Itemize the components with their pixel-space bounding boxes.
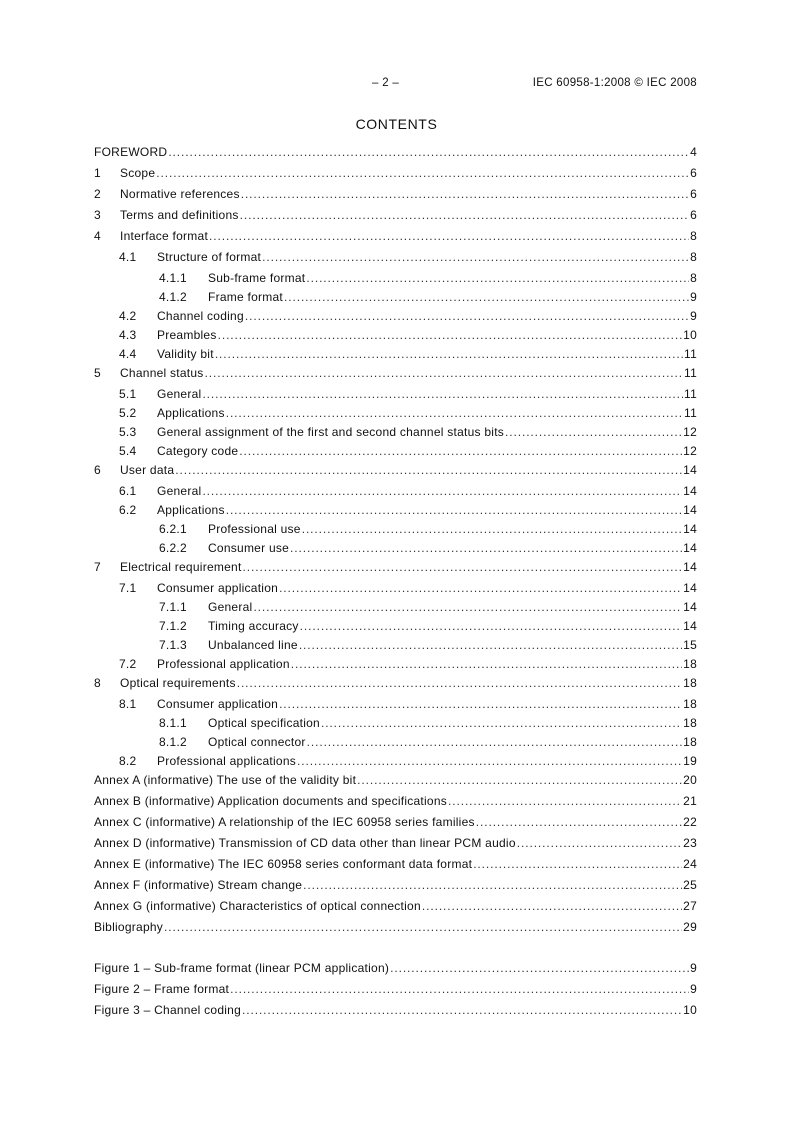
toc-entry-number: 6.2.2: [159, 541, 187, 555]
dot-leader: [242, 1003, 682, 1017]
dot-leader: [202, 484, 682, 498]
toc-entry-number: 4.1.1: [159, 271, 187, 285]
toc-entry-number: 8.1.1: [159, 716, 187, 730]
toc-entry-title: Preambles: [157, 328, 217, 342]
toc-entry-title: Category code: [157, 444, 239, 458]
toc-entry-number: 4: [94, 229, 101, 243]
toc-entry[interactable]: [94, 229, 697, 250]
toc-entry[interactable]: [94, 366, 697, 387]
toc-entry[interactable]: [94, 794, 697, 815]
toc-entry-page: 24: [683, 857, 697, 871]
toc-entry[interactable]: [94, 541, 697, 560]
toc-entry-number: 4.1.2: [159, 290, 187, 304]
dot-leader: [300, 619, 682, 633]
toc-entry-page: 25: [683, 878, 697, 892]
dot-leader: [307, 735, 683, 749]
toc-entry-number: 7.1.1: [159, 600, 187, 614]
toc-entry-page: 14: [683, 619, 697, 633]
section-gap: [94, 941, 697, 961]
toc-entry-page: 10: [683, 328, 697, 342]
toc-entry-title: General: [157, 387, 202, 401]
toc-entry[interactable]: [94, 600, 697, 619]
dot-leader: [164, 920, 682, 934]
toc-entry-number: 3: [94, 208, 101, 222]
toc-entry-page: 15: [683, 638, 697, 652]
dot-leader: [448, 794, 682, 808]
toc-entry[interactable]: [94, 815, 697, 836]
toc-entry-title: Professional application: [157, 657, 290, 671]
dot-leader: [226, 503, 682, 517]
toc-entry[interactable]: [94, 619, 697, 638]
toc-entry[interactable]: [94, 920, 697, 941]
dot-leader: [517, 836, 682, 850]
toc-entry-number: 6.1: [119, 484, 137, 498]
toc-entry-page: 22: [683, 815, 697, 829]
toc-entry-number: 8.1: [119, 697, 137, 711]
toc-entry-title: Annex G (informative) Characteristics of optical connection: [94, 899, 421, 913]
dot-leader: [284, 290, 689, 304]
toc-entry-page: 9: [690, 961, 697, 975]
toc-entry[interactable]: [94, 145, 697, 166]
toc-entry-title: Annex B (informative) Application documents and specifications: [94, 794, 448, 808]
toc-entry-title: Annex D (informative) Transmission of CD data other than linear PCM audio: [94, 836, 516, 850]
toc-entry-page: 11: [684, 387, 697, 401]
toc-entry-number: 6.2: [119, 503, 137, 517]
toc-entry-number: 4.4: [119, 347, 137, 361]
toc-entry[interactable]: [94, 836, 697, 857]
toc-entry-page: 18: [683, 716, 697, 730]
toc-entry-title: Frame format: [208, 290, 284, 304]
toc-entry-number: 5: [94, 366, 101, 380]
toc-entry-title: Figure 3 – Channel coding: [94, 1003, 242, 1017]
toc-entry[interactable]: [94, 387, 697, 406]
dot-leader: [303, 878, 682, 892]
toc-entry[interactable]: [94, 166, 697, 187]
toc-entry-title: Optical requirements: [120, 676, 236, 690]
toc-entry-number: 1: [94, 166, 101, 180]
toc-entry-title: Optical specification: [208, 716, 320, 730]
dot-leader: [168, 145, 689, 159]
table-of-contents: [94, 145, 697, 1024]
dot-leader: [218, 328, 683, 342]
toc-entry[interactable]: [94, 560, 697, 581]
toc-entry-number: 8: [94, 676, 101, 690]
dot-leader: [299, 638, 682, 652]
dot-leader: [473, 857, 682, 871]
toc-entry[interactable]: [94, 208, 697, 229]
toc-entry-number: 7.1: [119, 581, 137, 595]
toc-entry-title: Structure of format: [157, 250, 262, 264]
toc-entry-title: Applications: [157, 503, 225, 517]
toc-entry-page: 6: [690, 187, 697, 201]
dot-leader: [476, 815, 682, 829]
toc-entry-page: 29: [683, 920, 697, 934]
toc-entry-number: 8.1.2: [159, 735, 187, 749]
toc-entry[interactable]: [94, 484, 697, 503]
dot-leader: [240, 208, 689, 222]
toc-entry-number: 5.2: [119, 406, 137, 420]
toc-entry[interactable]: [94, 250, 697, 271]
toc-entry[interactable]: [94, 857, 697, 878]
toc-entry-page: 14: [683, 484, 697, 498]
toc-entry-title: Scope: [120, 166, 156, 180]
toc-entry-title: Applications: [157, 406, 225, 420]
toc-entry-title: General assignment of the first and second channel status bits: [157, 425, 505, 439]
toc-entry-number: 4.3: [119, 328, 137, 342]
toc-entry-number: 4.1: [119, 250, 137, 264]
figure-list-entry[interactable]: [94, 961, 697, 982]
toc-entry-number: 8.2: [119, 754, 137, 768]
toc-entry-title: Sub-frame format: [208, 271, 306, 285]
toc-entry[interactable]: [94, 878, 697, 899]
dot-leader: [230, 982, 689, 996]
toc-entry-page: 14: [683, 522, 697, 536]
page-number: – 2 –: [372, 77, 400, 89]
dot-leader: [357, 773, 682, 787]
toc-entry-title: Unbalanced line: [208, 638, 298, 652]
toc-entry-title: Professional use: [208, 522, 301, 536]
toc-entry-page: 6: [690, 166, 697, 180]
toc-entry-page: 6: [690, 208, 697, 222]
toc-entry-page: 9: [690, 290, 697, 304]
toc-entry[interactable]: [94, 899, 697, 920]
toc-entry[interactable]: [94, 503, 697, 522]
toc-entry[interactable]: [94, 328, 697, 347]
toc-entry-number: 5.1: [119, 387, 137, 401]
toc-entry-page: 14: [683, 581, 697, 595]
toc-entry-title: Bibliography: [94, 920, 164, 934]
toc-entry[interactable]: [94, 406, 697, 425]
toc-entry-page: 12: [683, 425, 697, 439]
toc-entry-page: 27: [683, 899, 697, 913]
toc-entry-page: 21: [683, 794, 697, 808]
toc-entry-title: Annex A (informative) The use of the validity bit: [94, 773, 357, 787]
dot-leader: [245, 309, 689, 323]
toc-entry[interactable]: [94, 754, 697, 773]
dot-leader: [290, 541, 682, 555]
toc-entry-number: 7: [94, 560, 101, 574]
dot-leader: [262, 250, 689, 264]
toc-entry-title: Optical connector: [208, 735, 306, 749]
toc-entry-page: 4: [690, 145, 697, 159]
dot-leader: [291, 657, 682, 671]
dot-leader: [306, 271, 689, 285]
toc-entry[interactable]: [94, 309, 697, 328]
toc-entry-title: Terms and definitions: [120, 208, 239, 222]
toc-entry-number: 7.1.3: [159, 638, 187, 652]
toc-entry-number: 5.3: [119, 425, 137, 439]
toc-entry-title: Consumer application: [157, 697, 279, 711]
toc-entry-page: 18: [683, 735, 697, 749]
toc-entry-title: Annex F (informative) Stream change: [94, 878, 303, 892]
toc-entry-page: 14: [683, 463, 697, 477]
toc-entry-page: 8: [690, 229, 697, 243]
toc-entry[interactable]: [94, 187, 697, 208]
toc-entry-page: 18: [683, 697, 697, 711]
toc-entry[interactable]: [94, 716, 697, 735]
toc-entry-title: Electrical requirement: [120, 560, 242, 574]
toc-entry[interactable]: [94, 425, 697, 444]
toc-entry-title: General: [208, 600, 253, 614]
dot-leader: [321, 716, 682, 730]
dot-leader: [279, 581, 682, 595]
toc-entry-page: 11: [684, 347, 697, 361]
toc-entry-page: 8: [690, 250, 697, 264]
dot-leader: [505, 425, 682, 439]
toc-entry-number: 7.2: [119, 657, 137, 671]
dot-leader: [215, 347, 683, 361]
toc-entry-title: Normative references: [120, 187, 240, 201]
toc-entry-title: FOREWORD: [94, 145, 168, 159]
figure-list-entry[interactable]: [94, 982, 697, 1003]
toc-entry[interactable]: [94, 638, 697, 657]
toc-entry-title: General: [157, 484, 202, 498]
toc-entry-page: 23: [683, 836, 697, 850]
dot-leader: [226, 406, 683, 420]
toc-entry-title: Figure 1 – Sub-frame format (linear PCM application): [94, 961, 390, 975]
toc-entry[interactable]: [94, 271, 697, 290]
figure-list-entry[interactable]: [94, 1003, 697, 1024]
toc-entry-page: 9: [690, 309, 697, 323]
toc-entry-title: Annex E (informative) The IEC 60958 series conformant data format: [94, 857, 473, 871]
toc-entry-page: 19: [683, 754, 697, 768]
toc-entry-title: Channel status: [120, 366, 204, 380]
document-reference: IEC 60958-1:2008 © IEC 2008: [532, 77, 697, 89]
toc-entry-page: 18: [683, 676, 697, 690]
toc-entry-number: 7.1.2: [159, 619, 187, 633]
dot-leader: [390, 961, 689, 975]
toc-entry[interactable]: [94, 676, 697, 697]
toc-entry[interactable]: [94, 347, 697, 366]
toc-entry-page: 12: [683, 444, 697, 458]
toc-entry-page: 11: [684, 406, 697, 420]
toc-entry[interactable]: [94, 444, 697, 463]
toc-entry-page: 14: [683, 503, 697, 517]
toc-entry-title: Annex C (informative) A relationship of the IEC 60958 series families: [94, 815, 475, 829]
toc-entry[interactable]: [94, 522, 697, 541]
dot-leader: [241, 187, 689, 201]
toc-entry-page: 8: [690, 271, 697, 285]
toc-entry-page: 20: [683, 773, 697, 787]
toc-entry-title: Interface format: [120, 229, 209, 243]
toc-entry[interactable]: [94, 581, 697, 600]
toc-entry-title: Timing accuracy: [208, 619, 299, 633]
toc-entry-page: 18: [683, 657, 697, 671]
toc-entry[interactable]: [94, 697, 697, 716]
dot-leader: [243, 560, 683, 574]
toc-entry-title: Consumer application: [157, 581, 279, 595]
toc-entry-page: 14: [683, 560, 697, 574]
toc-entry[interactable]: [94, 290, 697, 309]
dot-leader: [237, 676, 682, 690]
toc-entry-page: 10: [683, 1003, 697, 1017]
toc-entry-number: 6.2.1: [159, 522, 187, 536]
toc-entry-title: Channel coding: [157, 309, 244, 323]
dot-leader: [209, 229, 689, 243]
toc-entry-title: User data: [120, 463, 175, 477]
toc-entry[interactable]: [94, 735, 697, 754]
toc-entry-number: 5.4: [119, 444, 137, 458]
toc-entry-number: 6: [94, 463, 101, 477]
toc-entry-title: Professional applications: [157, 754, 296, 768]
dot-leader: [422, 899, 682, 913]
dot-leader: [297, 754, 682, 768]
dot-leader: [156, 166, 689, 180]
toc-entry-number: 4.2: [119, 309, 137, 323]
toc-entry-title: Figure 2 – Frame format: [94, 982, 230, 996]
dot-leader: [253, 600, 682, 614]
toc-entry-title: Validity bit: [157, 347, 214, 361]
toc-entry-page: 11: [684, 366, 697, 380]
toc-entry-number: 2: [94, 187, 101, 201]
toc-entry[interactable]: [94, 773, 697, 794]
page-title: CONTENTS: [355, 116, 438, 132]
dot-leader: [239, 444, 682, 458]
dot-leader: [279, 697, 682, 711]
toc-entry[interactable]: [94, 657, 697, 676]
toc-entry-page: 14: [683, 541, 697, 555]
toc-entry[interactable]: [94, 463, 697, 484]
dot-leader: [202, 387, 683, 401]
dot-leader: [175, 463, 682, 477]
toc-entry-page: 14: [683, 600, 697, 614]
dot-leader: [205, 366, 683, 380]
dot-leader: [302, 522, 682, 536]
toc-entry-page: 9: [690, 982, 697, 996]
toc-entry-title: Consumer use: [208, 541, 290, 555]
